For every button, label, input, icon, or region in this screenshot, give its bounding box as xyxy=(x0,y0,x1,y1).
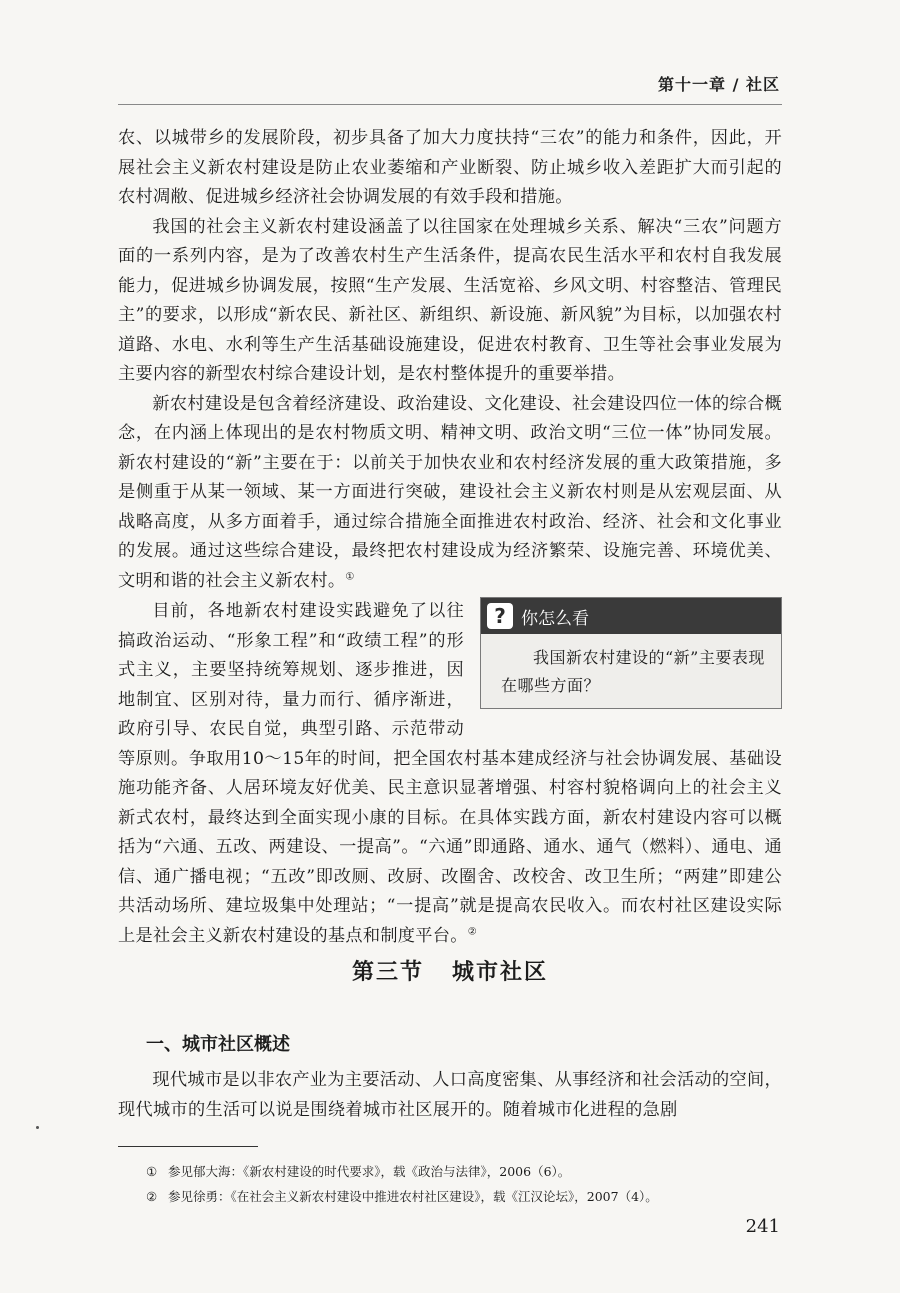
discussion-sidebar xyxy=(480,597,782,709)
footnote-text: 参见郁大海：《新农村建设的时代要求》，载《政治与法律》，2006（6）。 xyxy=(168,1164,571,1179)
running-header: 第十一章 / 社区 xyxy=(658,75,780,94)
footnote-mark: ① xyxy=(146,1164,158,1179)
body-text-with-sidebar xyxy=(118,597,782,951)
subsection-heading: 一、城市社区概述 xyxy=(146,1034,290,1055)
footnote-mark: ② xyxy=(146,1189,158,1204)
footnote-rule xyxy=(118,1146,258,1147)
margin-speck xyxy=(36,1126,39,1129)
sidebar-title: 你怎么看 xyxy=(521,608,589,629)
section-heading xyxy=(0,955,900,986)
body-text-bottom xyxy=(118,1066,782,1125)
paragraph-text: 新农村建设是包含着经济建设、政治建设、文化建设、社会建设四位一体的综合概念，在内涵上体现出的是农村物质文明、精神文明、政治文明“三位一体”协同发展。新农村建设的“新”主要在于：以前关于加快农业和农村经济发展的重大政策措施，多是侧重于从某一领域、某一方面进行突破，建设社会主义新农村则是从宏观层面、从战略高度，从多方面着手，通过综合措施全面推进农村政治、经济、社会和文化事业的发展。通过这些综合建设，最终把农村建设成为经济繁荣、设施完善、环境优美、文明和谐的社会主义新农村。 xyxy=(118,393,782,591)
footnote-1 xyxy=(146,1159,786,1184)
footnote-text: 参见徐勇：《在社会主义新农村建设中推进农村社区建设》，载《江汉论坛》，2007（4）。 xyxy=(168,1189,658,1204)
body-text-top xyxy=(118,124,782,596)
paragraph-new-countryside-concept xyxy=(118,390,782,597)
footnotes xyxy=(146,1159,786,1209)
question-icon: ? xyxy=(487,603,513,629)
paragraph-continued: 农、以城带乡的发展阶段，初步具备了加大力度扶持“三农”的能力和条件，因此，开展社会主义新农村建设是防止农业萎缩和产业断裂、防止城乡收入差距扩大而引起的农村凋敝、促进城乡经济社会协调发展的有效手段和措施。 xyxy=(118,128,782,207)
header-rule xyxy=(118,104,782,105)
paragraph-urban-community: 现代城市是以非农产业为主要活动、人口高度密集、从事经济和社会活动的空间，现代城市的生活可以说是围绕着城市社区展开的。随着城市化进程的急剧 xyxy=(118,1070,782,1120)
section-number: 第三节 xyxy=(351,960,424,985)
sidebar-question: 我国新农村建设的“新”主要表现在哪些方面？ xyxy=(501,648,765,695)
footnote-2 xyxy=(146,1184,786,1209)
paragraph-new-countryside-scope: 我国的社会主义新农村建设涵盖了以往国家在处理城乡关系、解决“三农”问题方面的一系列内容，是为了改善农村生产生活条件，提高农民生活水平和农村自我发展能力，促进城乡协调发展，按照“生产发展、生活宽裕、乡风文明、村容整洁、管理民主”的要求，以形成“新农民、新社区、新组织、新设施、新风貌”为目标，以加强农村道路、水电、水利等生产生活基础设施建设，促进农村教育、卫生等社会事业发展为主要内容的新型农村综合建设计划，是农村整体提升的重要举措。 xyxy=(118,216,782,384)
page-number: 241 xyxy=(745,1216,780,1237)
paragraph-text: 目前，各地新农村建设实践避免了以往搞政治运动、“形象工程”和“政绩工程”的形式主义，主要坚持统筹规划、逐步推进，因地制宜、区别对待，量力而行、循序渐进，政府引导、农民自觉，典型引路、示范带动等原则。争取用10～15年的时间，把全国农村基本建成经济与社会协调发展、基础设施功能齐备、人居环境友好优美、民主意识显著增强、村容村貌格调向上的社会主义新式农村，最终达到全面实现小康的目标。在具体实践方面，新农村建设内容可以概括为“六通、五改、两建设、一提高”。“六通”即通路、通水、通气（燃料）、通电、通信、通广播电视；“五改”即改厕、改厨、改圈舍、改校舍、改卫生所；“两建”即建公共活动场所、建垃圾集中处理站；“一提高”就是提高农民收入。而农村社区建设实际上是社会主义新农村建设的基点和制度平台。 xyxy=(118,601,782,946)
footnote-ref-2: ② xyxy=(467,925,478,937)
sidebar-header xyxy=(481,598,781,634)
section-title: 城市社区 xyxy=(452,960,549,985)
footnote-ref-1: ① xyxy=(345,570,355,582)
